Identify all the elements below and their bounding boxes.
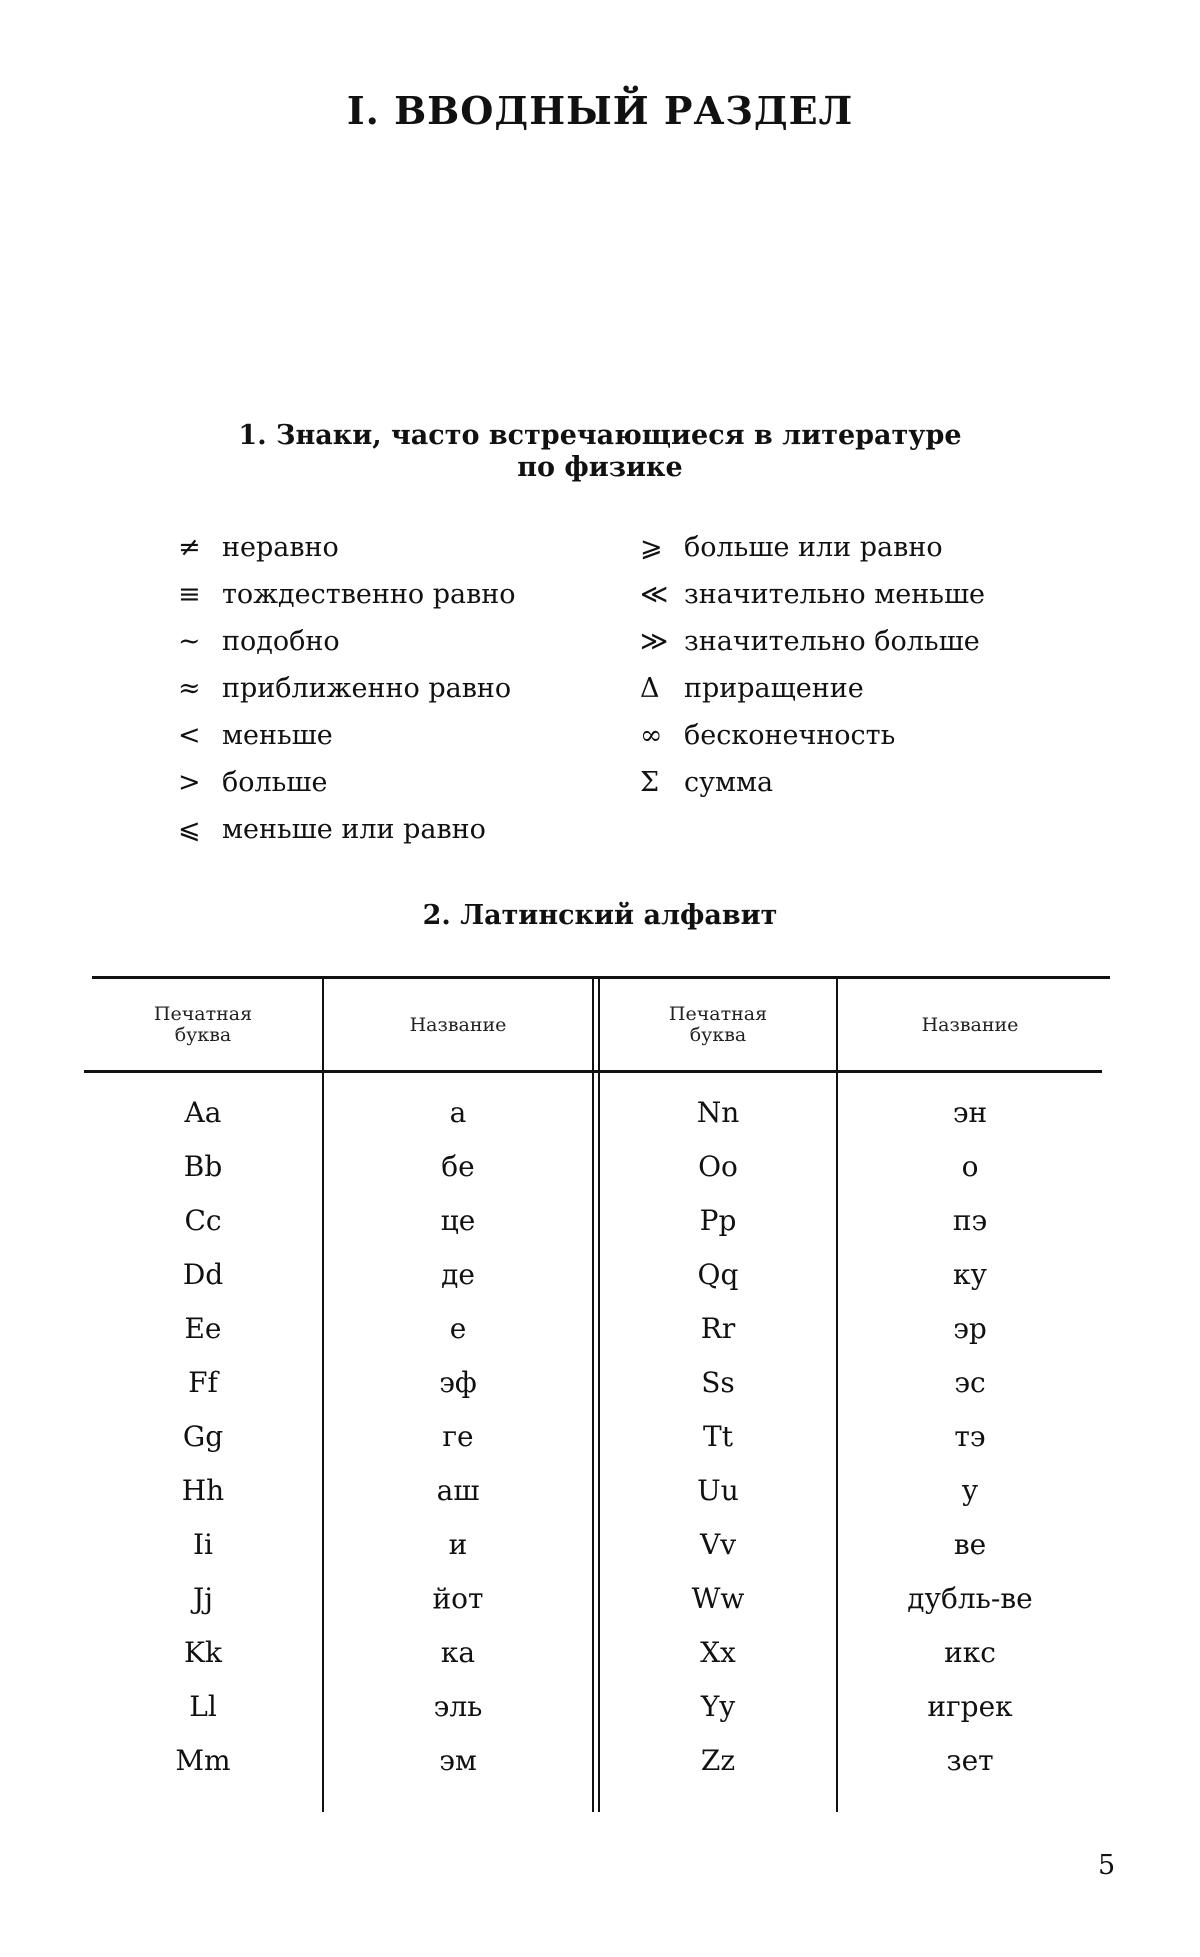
sign-symbol: <	[178, 712, 222, 759]
letter-name-cell: зет	[838, 1734, 1102, 1788]
letter-cell: Ss	[600, 1356, 836, 1410]
letter-cell: Vv	[600, 1518, 836, 1572]
letter-name-cell: ка	[324, 1626, 592, 1680]
section-signs-title-line2: по физике	[0, 452, 1200, 484]
sign-item	[640, 524, 985, 571]
sign-symbol: >	[178, 759, 222, 806]
header-printed-letter-line2: буква	[669, 1025, 767, 1046]
letter-cell: Gg	[84, 1410, 322, 1464]
letter-cell: Mm	[84, 1734, 322, 1788]
sign-item	[640, 618, 985, 665]
table-row	[84, 1140, 1110, 1194]
sign-symbol: ≈	[178, 665, 222, 712]
letter-name-cell: дубль-ве	[838, 1572, 1102, 1626]
letter-cell: Ww	[600, 1572, 836, 1626]
table-row	[84, 1464, 1110, 1518]
letter-cell: Bb	[84, 1140, 322, 1194]
letter-cell: Yy	[600, 1680, 836, 1734]
sign-symbol: ⩽	[178, 806, 222, 853]
table-row	[84, 1572, 1110, 1626]
sign-symbol: ~	[178, 618, 222, 665]
chapter-title: I. ВВОДНЫЙ РАЗДЕЛ	[0, 88, 1200, 133]
letter-name-cell: эр	[838, 1302, 1102, 1356]
table-row	[84, 1626, 1110, 1680]
sign-symbol: ⩾	[640, 524, 684, 571]
alphabet-table	[84, 966, 1110, 1826]
signs-list-right	[640, 524, 985, 806]
letter-cell: Hh	[84, 1464, 322, 1518]
header-printed-letter	[84, 980, 322, 1070]
sign-item	[178, 759, 516, 806]
letter-cell: Ii	[84, 1518, 322, 1572]
sign-meaning: неравно	[222, 532, 339, 563]
letter-name-cell: тэ	[838, 1410, 1102, 1464]
sign-meaning: меньше или равно	[222, 814, 486, 845]
letter-cell: Kk	[84, 1626, 322, 1680]
letter-name-cell: о	[838, 1140, 1102, 1194]
letter-name-cell: икс	[838, 1626, 1102, 1680]
letter-name-cell: эф	[324, 1356, 592, 1410]
letter-cell: Ff	[84, 1356, 322, 1410]
letter-cell: Cc	[84, 1194, 322, 1248]
table-row	[84, 1302, 1110, 1356]
table-row	[84, 1248, 1110, 1302]
page-number: 5	[1098, 1850, 1115, 1881]
letter-cell: Xx	[600, 1626, 836, 1680]
letter-name-cell: ге	[324, 1410, 592, 1464]
letter-name-cell: аш	[324, 1464, 592, 1518]
sign-item	[640, 571, 985, 618]
letter-cell: Nn	[600, 1086, 836, 1140]
sign-meaning: меньше	[222, 720, 333, 751]
letter-name-cell: игрек	[838, 1680, 1102, 1734]
table-row	[84, 1410, 1110, 1464]
letter-name-cell: пэ	[838, 1194, 1102, 1248]
letter-name-cell: а	[324, 1086, 592, 1140]
letter-cell: Dd	[84, 1248, 322, 1302]
sign-item	[178, 712, 516, 759]
sign-meaning: значительно меньше	[684, 579, 985, 610]
sign-item	[178, 806, 516, 853]
letter-name-cell: це	[324, 1194, 592, 1248]
sign-meaning: больше	[222, 767, 327, 798]
sign-symbol: ≡	[178, 571, 222, 618]
letter-name-cell: эль	[324, 1680, 592, 1734]
letter-cell: Pp	[600, 1194, 836, 1248]
sign-meaning: значительно больше	[684, 626, 980, 657]
table-row	[84, 1194, 1110, 1248]
letter-cell: Rr	[600, 1302, 836, 1356]
sign-meaning: бесконечность	[684, 720, 895, 751]
letter-name-cell: бе	[324, 1140, 592, 1194]
letter-cell: Aa	[84, 1086, 322, 1140]
sign-meaning: тождественно равно	[222, 579, 516, 610]
sign-symbol: ≫	[640, 618, 684, 665]
letter-cell: Zz	[600, 1734, 836, 1788]
letter-name-cell: ку	[838, 1248, 1102, 1302]
sign-meaning: подобно	[222, 626, 340, 657]
letter-name-cell: эс	[838, 1356, 1102, 1410]
sign-symbol: ≠	[178, 524, 222, 571]
sign-symbol: Δ	[640, 665, 684, 712]
letter-name-cell: ве	[838, 1518, 1102, 1572]
header-printed-letter	[600, 980, 836, 1070]
letter-name-cell: де	[324, 1248, 592, 1302]
sign-symbol: Σ	[640, 759, 684, 806]
sign-meaning: больше или равно	[684, 532, 943, 563]
sign-item	[640, 712, 985, 759]
table-row	[84, 1680, 1110, 1734]
signs-list-left	[178, 524, 516, 853]
table-row	[84, 1734, 1110, 1788]
letter-cell: Ll	[84, 1680, 322, 1734]
letter-cell: Oo	[600, 1140, 836, 1194]
table-row	[84, 1086, 1110, 1140]
letter-name-cell: е	[324, 1302, 592, 1356]
sign-symbol: ≪	[640, 571, 684, 618]
letter-cell: Tt	[600, 1410, 836, 1464]
sign-meaning: сумма	[684, 767, 773, 798]
letter-cell: Qq	[600, 1248, 836, 1302]
section-alphabet-title: 2. Латинский алфавит	[0, 900, 1200, 932]
sign-meaning: приращение	[684, 673, 864, 704]
sign-item	[178, 618, 516, 665]
letter-name-cell: эн	[838, 1086, 1102, 1140]
header-name: Название	[324, 980, 592, 1070]
sign-meaning: приближенно равно	[222, 673, 511, 704]
sign-item	[178, 665, 516, 712]
letter-name-cell: йот	[324, 1572, 592, 1626]
sign-item	[640, 759, 985, 806]
letter-cell: Jj	[84, 1572, 322, 1626]
section-signs-title	[0, 420, 1200, 484]
letter-cell: Uu	[600, 1464, 836, 1518]
letter-cell: Ee	[84, 1302, 322, 1356]
sign-item	[640, 665, 985, 712]
table-top-rule	[92, 976, 1110, 979]
letter-name-cell: у	[838, 1464, 1102, 1518]
header-printed-letter-line2: буква	[154, 1025, 252, 1046]
header-printed-letter-line1: Печатная	[154, 1004, 252, 1025]
letter-name-cell: эм	[324, 1734, 592, 1788]
sign-item	[178, 524, 516, 571]
sign-item	[178, 571, 516, 618]
table-row	[84, 1356, 1110, 1410]
header-printed-letter-line1: Печатная	[669, 1004, 767, 1025]
sign-symbol: ∞	[640, 712, 684, 759]
section-signs-title-line1: 1. Знаки, часто встречающиеся в литературе	[0, 420, 1200, 452]
header-name: Название	[838, 980, 1102, 1070]
table-row	[84, 1518, 1110, 1572]
letter-name-cell: и	[324, 1518, 592, 1572]
